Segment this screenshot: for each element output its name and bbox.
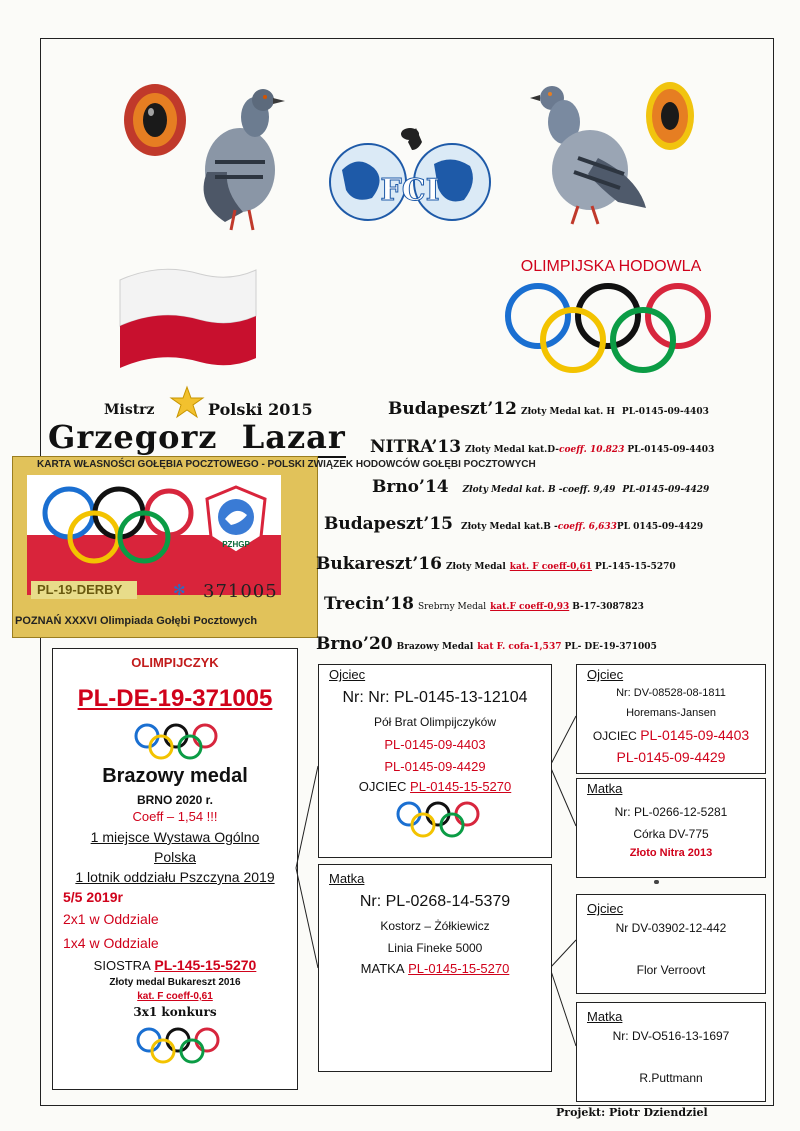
grandmother-maternal-box: [576, 1002, 766, 1102]
mother-line1: Kostorz – Żółkiewicz: [380, 919, 490, 933]
mother-dam-ring: PL-0145-15-5270: [408, 961, 510, 976]
gp3-name: Flor Verroovt: [636, 963, 706, 977]
gp3-header: Ojciec: [587, 901, 624, 916]
result-desc-red: kat.F coeff-0,93: [490, 602, 570, 612]
result-desc: Brazowy Medal: [396, 642, 474, 652]
gp4-name: R.Puttmann: [639, 1071, 703, 1085]
result-desc: Złoty Medal kat. B -coeff. 9,49: [462, 485, 616, 495]
result-city: Brno’14: [372, 477, 449, 497]
grandfather-paternal-box: [576, 664, 766, 774]
mother-dam-label: MATKA: [360, 961, 405, 976]
result-ring: PL-0145-09-4403: [621, 407, 709, 417]
father-sire-line: [319, 779, 551, 794]
mother-line2: Linia Fineke 5000: [387, 941, 483, 955]
polski-label: Polski 2015: [208, 400, 313, 419]
snowflake-icon: ✻: [173, 582, 186, 599]
father-box: [318, 664, 552, 858]
result-city: Budapeszt’12: [388, 399, 517, 419]
result-city: NITRA’13: [370, 437, 462, 457]
main-line1: 1 miejsce Wystawa Ogólno: [90, 829, 260, 845]
father-ring2: PL-0145-09-4429: [384, 759, 486, 774]
main-line3: 1 lotnik oddziału Pszczyna 2019: [75, 869, 275, 885]
olympic-breeding-title: OLIMPIJSKA HODOWLA: [520, 258, 702, 275]
result-ring: PL-145-15-5270: [595, 562, 676, 572]
result-ring: B-17-3087823: [572, 602, 644, 612]
father-sire-label: OJCIEC: [358, 779, 407, 794]
gp2-award: Złoto Nitra 2013: [629, 847, 713, 859]
gp1-name: Horemans-Jansen: [626, 707, 716, 719]
gp1-sire-line: [577, 727, 765, 743]
breeder-first-name: Grzegorz: [48, 418, 218, 456]
gp2-name: Córka DV-775: [633, 827, 709, 841]
main-event: BRNO 2020 r.: [136, 793, 214, 807]
sister-medal: Złoty medal Bukareszt 2016: [109, 977, 241, 988]
mother-nr: Nr: PL-0268-14-5379: [359, 893, 511, 910]
result-ring: PL 0145-09-4429: [616, 522, 704, 532]
gp3-nr: Nr DV-03902-12-442: [615, 921, 727, 935]
result-desc: Srebrny Medal: [417, 602, 487, 612]
olympian-title: OLIMPIJCZYK: [131, 655, 219, 670]
result-desc: Złoty Medal kat.B -: [461, 522, 558, 532]
result-desc: Złoty Medal kat. H: [521, 407, 615, 417]
result-ring: PL-0145-09-4429: [622, 485, 710, 495]
father-note: Pół Brat Olimpijczyków: [373, 715, 497, 729]
father-ring1: PL-0145-09-4403: [384, 737, 486, 752]
gp2-header: Matka: [587, 781, 623, 796]
mistrz-label: Mistrz: [104, 402, 155, 418]
speck-mark: [654, 880, 659, 884]
card-bottom-text: POZNAŃ XXXVI Olimpiada Gołębi Pocztowych: [15, 615, 258, 627]
card-ring-label: PL-19-DERBY: [31, 581, 137, 599]
gp1-nr: Nr: DV-08528-08-1811: [616, 687, 726, 699]
mother-box: [318, 864, 552, 1072]
main-line4: 5/5 2019r: [63, 889, 123, 905]
mother-header: Matka: [329, 871, 365, 886]
father-sire-ring: PL-0145-15-5270: [410, 779, 512, 794]
father-header: Ojciec: [329, 667, 366, 682]
main-medal: Brazowy medal: [102, 765, 248, 787]
result-ring: PL- DE-19-371005: [564, 642, 657, 652]
result-desc-red: kat F. cofa-1,537: [477, 642, 562, 652]
result-desc: Złoty Medal: [445, 562, 506, 572]
result-desc: Złoty Medal kat.D-: [465, 445, 560, 455]
grandfather-maternal-box: [576, 894, 766, 994]
result-city: Bukareszt’16: [316, 554, 442, 574]
result-city: Trecin’18: [324, 594, 414, 614]
result-desc-red: kat. F coeff-0,61: [509, 562, 593, 572]
card-arc-text: KARTA WŁASNOŚCI GOŁĘBIA POCZTOWEGO - POLSKI ZWIĄZEK HODOWCÓW GOŁĘBI POCZTOWYCH: [37, 459, 536, 470]
gp1-header: Ojciec: [587, 667, 624, 682]
main-line2: Polska: [153, 849, 197, 865]
main-ring: PL-DE-19-371005: [77, 685, 273, 712]
olympic-rings-icon: [395, 801, 481, 841]
gp2-nr: Nr: PL-0266-12-5281: [614, 805, 728, 819]
gp1-ring2: PL-0145-09-4429: [616, 749, 726, 765]
grandmother-paternal-box: [576, 778, 766, 878]
konkurs-line: 3x1 konkurs: [133, 1005, 217, 1019]
sister-label: SIOSTRA: [93, 958, 151, 973]
sister-coeff: kat. F coeff-0,61: [137, 991, 213, 1002]
result-city: Brno’20: [316, 634, 393, 654]
main-coeff: Coeff – 1,54 !!!: [132, 809, 218, 824]
gp1-sire-label: OJCIEC: [592, 729, 637, 743]
result-desc-red: coeff. 10.823: [559, 445, 625, 455]
pzhgp-logo-text: PZHGP: [222, 540, 250, 549]
sister-ring: PL-145-15-5270: [154, 957, 257, 973]
main-line6: 1x4 w Oddziale: [63, 935, 159, 951]
gp4-header: Matka: [587, 1009, 623, 1024]
mother-dam-line: [319, 961, 551, 976]
breeder-last-name: Lazar: [241, 418, 346, 456]
result-desc-red: coeff. 6,633: [557, 522, 617, 532]
father-nr: Nr: Nr: PL-0145-13-12104: [342, 689, 528, 706]
card-number: 371005: [203, 581, 278, 602]
fci-label: FCI: [380, 173, 440, 208]
result-ring: PL-0145-09-4403: [627, 445, 715, 455]
gp1-ring1: PL-0145-09-4403: [640, 727, 750, 743]
project-credit: Projekt: Piotr Dziendziel: [556, 1106, 708, 1119]
result-city: Budapeszt’15: [324, 514, 453, 534]
gp4-nr: Nr: DV-O516-13-1697: [612, 1029, 730, 1043]
main-line5: 2x1 w Oddziale: [63, 911, 159, 927]
